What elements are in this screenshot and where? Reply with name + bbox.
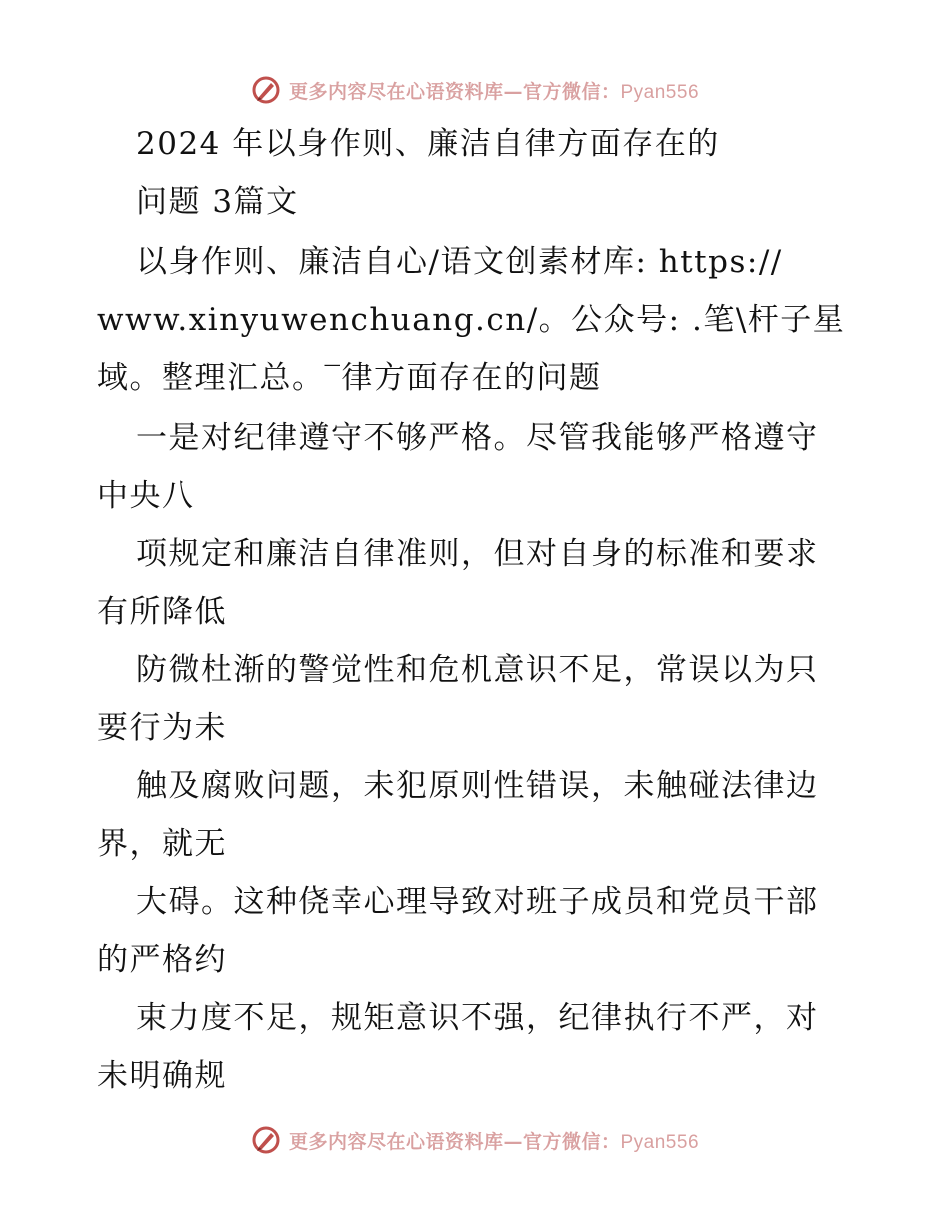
title-line-2: 问题 3篇文 (136, 184, 299, 220)
text-line: 项规定和廉洁自律准则，但对自身的标准和要求 (136, 536, 819, 572)
pen-logo-icon (251, 75, 281, 105)
header-watermark-banner (0, 70, 950, 110)
watermark-group (251, 1125, 699, 1155)
watermark-group (251, 75, 699, 105)
text-line: www.xinyuwenchuang.cn/。公众号: .笔\杆子星 (97, 302, 846, 338)
watermark-text: 更多内容尽在心语资料库—官方微信：Pyan556 (288, 80, 700, 103)
watermark-text: 更多内容尽在心语资料库—官方微信：Pyan556 (288, 1130, 700, 1153)
text-line: 要行为未 (97, 710, 227, 746)
footer-watermark-banner (0, 1120, 950, 1160)
watermark-wechat-id: Pyan556 (620, 1131, 700, 1153)
text-line: 以身作则、廉洁自心/语文创素材库: https:// (136, 244, 783, 280)
text-line: 防微杜渐的警觉性和危机意识不足，常误以为只 (136, 652, 819, 688)
text-line: 未明确规 (97, 1058, 227, 1094)
text-line: 大碍。这种侥幸心理导致对班子成员和党员干部 (136, 884, 819, 920)
text-line: 界，就无 (97, 826, 227, 862)
text-line: 触及腐败问题，未犯原则性错误，未触碰法律边 (136, 768, 819, 804)
text-line: 有所降低 (97, 594, 227, 630)
text-line: 中央八 (97, 478, 195, 514)
text-line: 一是对纪律遵守不够严格。尽管我能够严格遵守 (136, 420, 819, 456)
text-line: 束力度不足，规矩意识不强，纪律执行不严，对 (136, 1000, 819, 1036)
watermark-wechat-id: Pyan556 (620, 81, 700, 103)
title-line-1: 2024 年以身作则、廉洁自律方面存在的 (136, 126, 720, 162)
pen-logo-icon (251, 1125, 281, 1155)
text-line: 的严格约 (97, 942, 227, 978)
text-line: 域。整理汇总。‾律方面存在的问题 (97, 360, 602, 396)
